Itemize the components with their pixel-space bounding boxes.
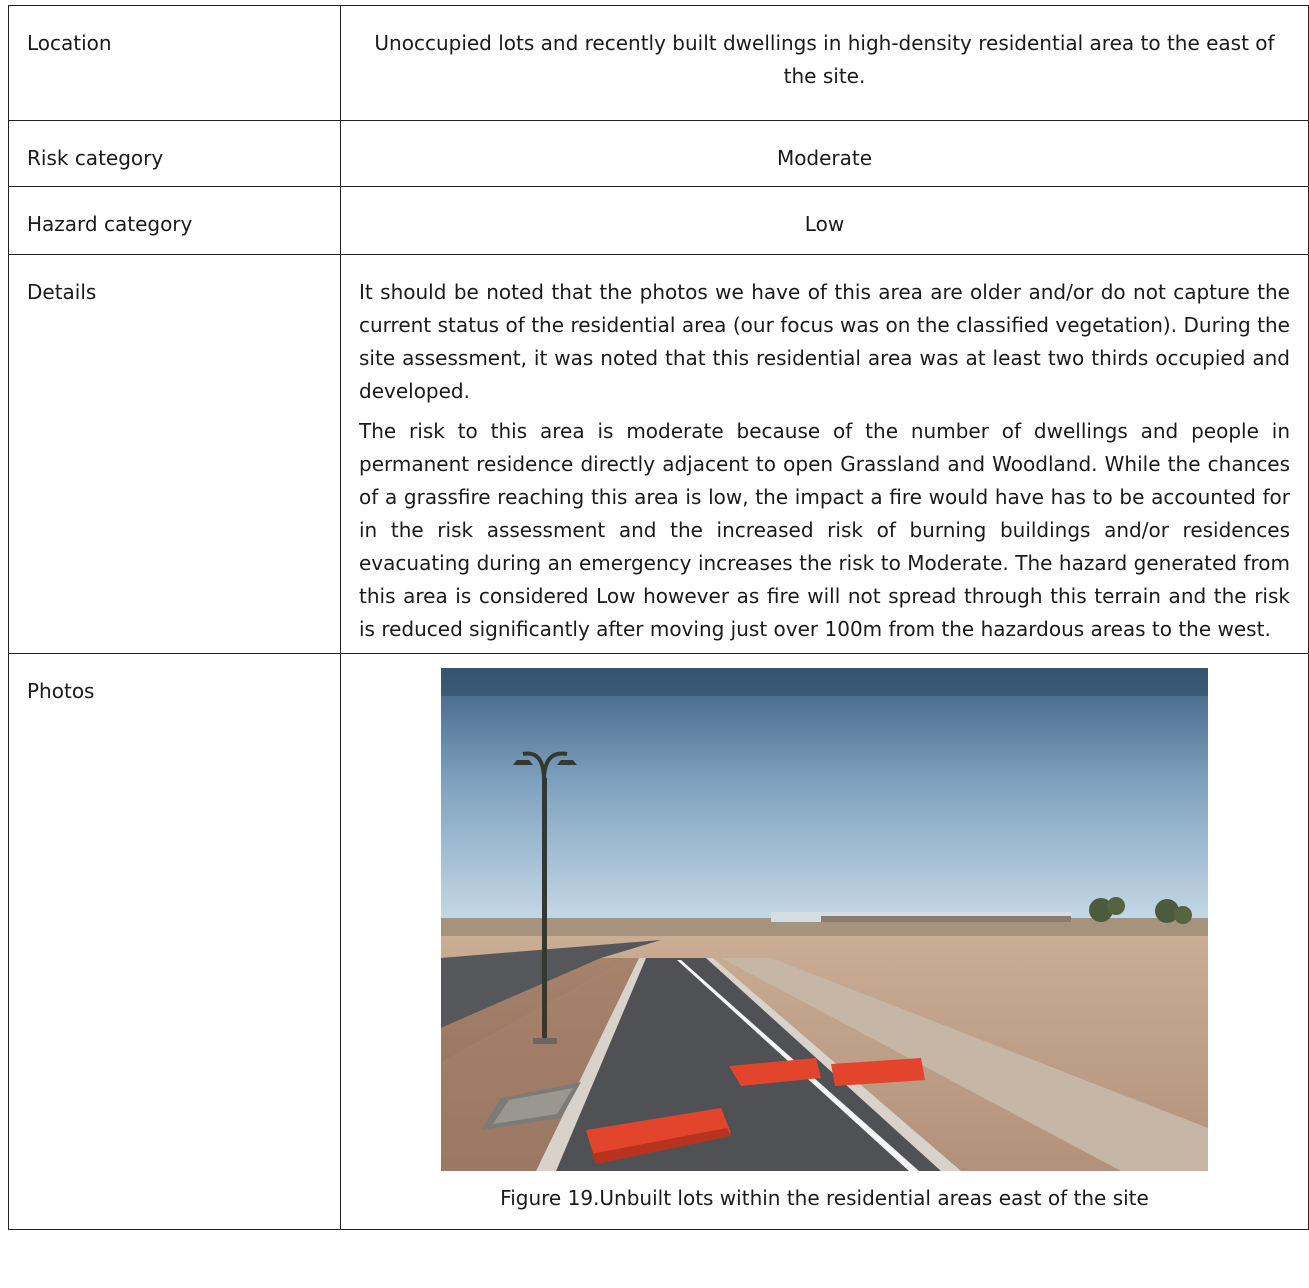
street-photo <box>441 668 1208 1171</box>
details-paragraph: The risk to this area is moderate because of the number of dwellings and people in permanent residence directly adjacent to open Grassland and Woodland. While the chances of a grassfire reaching this area is low, the impact a fire would have has to be accounted for in the risk assessment and the increased risk of burning buildings and/or residences evacuating during an emergency increases the risk to Moderate. The hazard generated from this area is considered Low however as fire will not spread through this terrain and the risk is reduced significantly after moving just over 100m from the hazardous areas to the west. <box>359 419 1290 641</box>
hazard-category-row <box>9 187 1309 255</box>
risk-assessment-table <box>8 5 1309 1230</box>
location-row <box>9 6 1309 121</box>
figure-caption: Figure 19.Unbuilt lots within the residential areas east of the site <box>500 1186 1149 1210</box>
details-value <box>341 255 1309 654</box>
hazard-category-value: Low <box>341 187 1309 255</box>
photos-label: Photos <box>9 654 341 1230</box>
risk-category-row <box>9 121 1309 187</box>
details-paragraph: It should be noted that the photos we have of this area are older and/or do not capture the current status of the residential area (our focus was on the classified vegetation). During the site assessment, it was noted that this residential area was at least two thirds occupied and developed. <box>359 280 1290 403</box>
location-value: Unoccupied lots and recently built dwellings in high-density residential area to the east of the site. <box>341 6 1309 121</box>
location-label: Location <box>9 6 341 121</box>
risk-category-label: Risk category <box>9 121 341 187</box>
photos-row <box>9 654 1309 1230</box>
risk-category-value: Moderate <box>341 121 1309 187</box>
details-label: Details <box>9 255 341 654</box>
hazard-category-label: Hazard category <box>9 187 341 255</box>
photos-value <box>341 654 1309 1230</box>
details-row <box>9 255 1309 654</box>
